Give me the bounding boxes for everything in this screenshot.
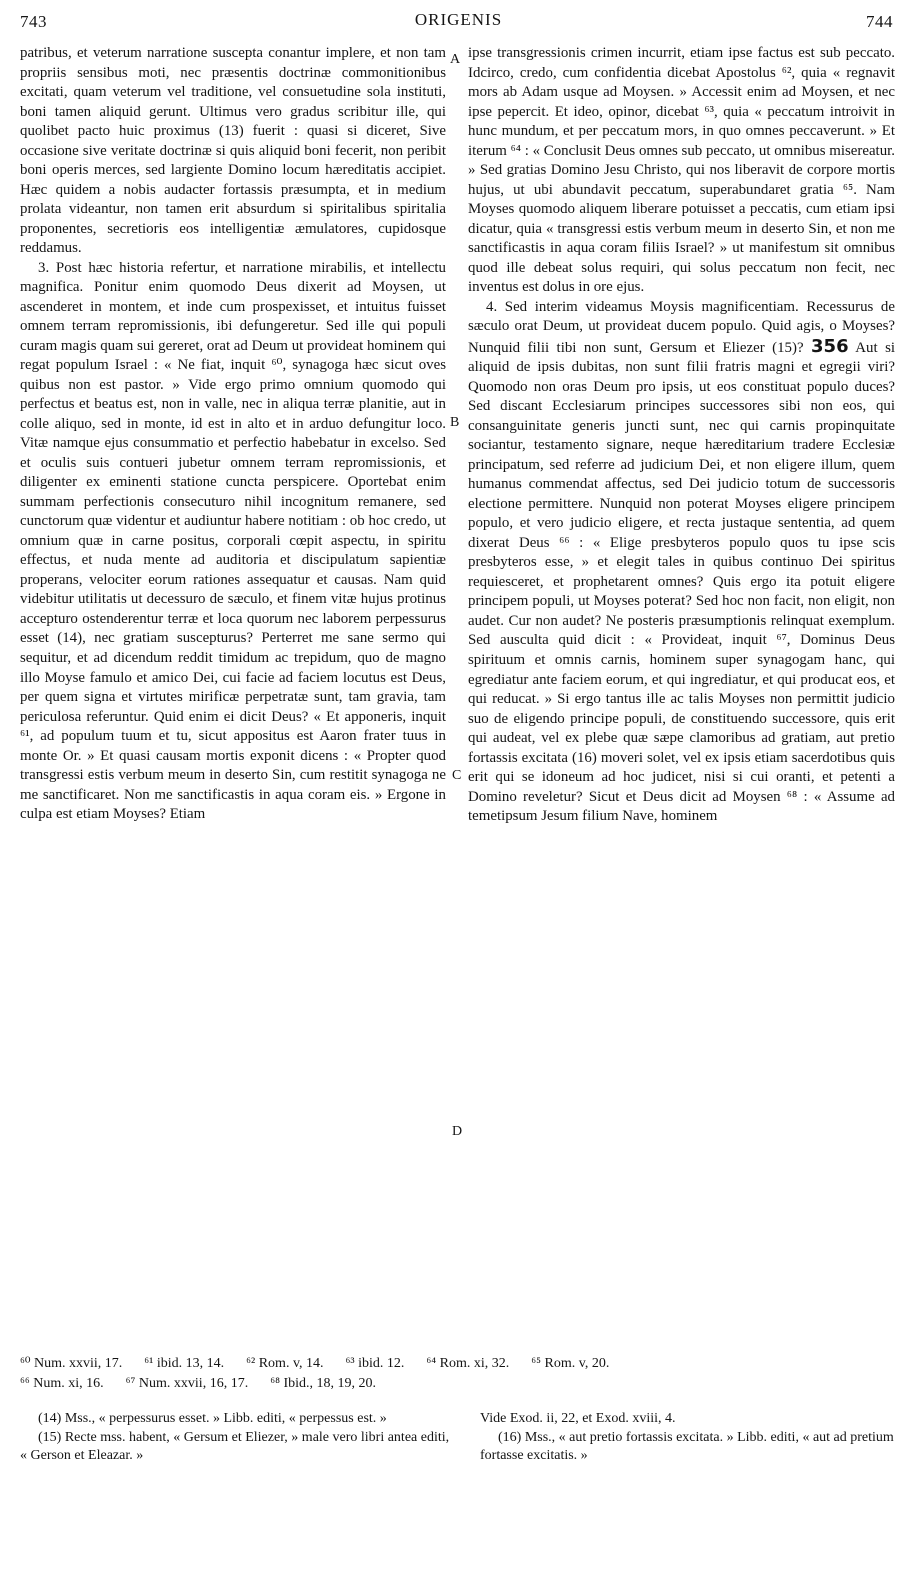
paragraph: ipse transgressionis crimen incurrit, etiam ipse factus est sub peccato. Idcirco, credo, cum confidentia dicebat Apostolus ⁶², quia « regnavit mors ab Adam usque ad Moysen. » Accessit enim ad Moysen, et nec ipse pepercit. Et ideo, opinor, dicebat ⁶³, quia « peccatum introivit in hunc mundum, et per peccatum mors, in quo omnes peccaverunt. » Et iterum ⁶⁴ : « Conclusit Deus omnes sub peccato, ut omnibus misereatur. » Sed gratias Domino Jesu Christo, qui nos liberavit de corpore mortis hujus, ut ubi abundavit peccatum, superabundaret gratia ⁶⁵. Nam Moyses quomodo aliquem liberare potuisset a peccatis, cum etiam ipsi dicatur, quia « transgressi estis verbum meum in deserto Sin, et non me sanctificastis in aqua coram filiis Israel? » ut manifestum sit omnibus quod ille debeat solus requiri, qui solus peccatum non fecit, nec inventus est dolus in ore ejus. [468, 45, 895, 296]
scripture-references-line-2 [20, 1374, 896, 1393]
scripture-ref: ⁶⁷ Num. xxvii, 16, 17. [125, 1376, 249, 1391]
margin-letter-d: D [452, 1124, 463, 1139]
column-number-marker: 356 [811, 335, 849, 357]
margin-letter-a: A [450, 52, 461, 67]
scripture-ref: ⁶⁰ Num. xxvii, 17. [20, 1356, 123, 1371]
paragraph: patribus, et veterum narratione suscepta conantur implere, et non tam propriis sensibus moti, nec præsentis doctrinæ commonitionibus excitati, quam veterum vel traditione, vel consuetudine sola instituti, boni tamen aliquid gerunt. Ultimus vero gradus scribitur ille, qui quolibet pacto huic proximus (13) fuerit : quasi si diceret, Sive occasione sive veritate doctrinæ si quis aliquid boni fecerit, non peribit boni operis merces, sed largiente Domino locum hæreditatis accipiet. Hæc quidem a nobis audacter fortassis præsumpta, et in medium prolata videantur, non tamen erit absurdum si spiritalibus spiritalia proponentes, secretioris eos intelligentiæ æmulatores, cupidosque reddamus. [20, 45, 446, 257]
text-run: Aut si aliquid de ipsis dubitas, non sunt filii fratris magni et egregii viri? Quomodo non oras Deum pro ipsis, ut eos constituat populo duces? Sed discant Ecclesiarum principes successores sibi non eos, qui consanguinitate generis juncti sunt, nec qui carnis propinquitate sociantur, testamento signare, neque hæreditarium tradere Ecclesiæ principatum, sed referre ad judicium Dei, et non eligere illum, quem humanus commendat affectus, sed Dei judicio totum de successoris electione permittere. Nunquid non poterat Moyses eligere principem populo, et vero judicio eligere, et recta justaque sententia, ad quem dixerat Deus ⁶⁶ : « Elige presbyteros populo quos tu ipse scis presbyteros esse, » et elegit tales in quibus continuo Dei spiritus requiesceret, et prophetarent omnes? Quis ergo ita potuit eligere principem populi, ut Moyses poterat? Sed hoc non facit, non eligit, non audet. Cur non audet? Ne posteris præsumptionis relinquat exemplum. Sed ausculta quid dicit : « Provideat, inquit ⁶⁷, Dominus Deus spirituum et omnis carnis, hominem super synagogam hanc, qui egrediatur ante faciem eorum, et qui ingrediatur, et qui producat eos, et qui reducat. » Si ergo tantus ille ac talis Moyses non permittit judicio suo de eligendo principe populi, de constituendo successore, quis erit qui audeat, vel ex plebe quæ sæpe clamoribus ad gratiam, aut pretio fortassis excitata (16) moveri solet, vel ex ipsis etiam sacerdotibus quis erit qui se idoneum ad hoc judicet, nisi si cui oranti, et petenti a Domino reveletur? Sicut et Deus dicit ad Moysen ⁶⁸ : « Assume ad temetipsum Jesum filium Nave, hominem [468, 339, 895, 825]
margin-letter-c: C [452, 768, 462, 783]
scripture-ref: ⁶³ ibid. 12. [345, 1356, 405, 1371]
text-run: 4. Sed interim videamus Moysis magnificentiam. Recessurus de sæculo orat Deum, ut provideat ducem populo. Quid agis, o Moyses? Nunquid filii tibi non sunt, Gersum et Eliezer (15)? [468, 298, 895, 356]
footnote: (14) Mss., « perpessurus esset. » Libb. editi, « perpessus est. » [38, 1411, 387, 1426]
running-title: ORIGENIS [414, 10, 503, 29]
page-number-right: 744 [866, 12, 893, 31]
scripture-references-line-1 [20, 1354, 896, 1373]
left-column [20, 44, 446, 825]
scripture-ref: ⁶⁵ Rom. v, 20. [531, 1356, 610, 1371]
scripture-ref: ⁶⁶ Num. xi, 16. [20, 1376, 104, 1391]
scripture-ref: ⁶⁴ Rom. xi, 32. [426, 1356, 510, 1371]
paragraph: 3. Post hæc historia refertur, et narratione mirabilis, et intellectu magnifica. Ponitur enim quomodo Deus dixerit ad Moysen, ut ascenderet in montem, et inde cum prospexisset, et intuitus fuisset omnem terram repromissionis, ibi defungeretur. Sed ille qui populi curam magis quam sui gereret, orat ad Deum ut provideat hominem qui regat populum Israel : « Ne fiat, inquit ⁶⁰, synagoga hæc sicut oves quibus non est pastor. » Vide ergo primo omnium quomodo qui perfectus et beatus est, non in valle, nec in aliqua terræ planitie, aut in colle aliquo, sed in monte, id est in alto et in arduo defungitur loco. Vitæ namque ejus consummatio et perfectio habebatur in excelso. Sed et oculis suis contueri jubetur omnem terram repromissionis, et diligenter ex eminenti statione cuncta perspicere. Oportebat enim summam perfectionis consecuturo nihil incognitum remanere, sed cunctorum quæ videntur et audiuntur habere notitiam : ob hoc credo, ut omnium quæ in carne positus, corporali cœpit aspectu, in spiritu effectus, et nuda mente ad auditoria et discipulatum sapientiæ properans, velociter eorum rationes assequatur et causas. Nam quid videbitur utilitatis ut decessuro de sæculo, et finem vitæ hujus protinus accepturo ostenderentur terræ et loca quorum nec laborem perpessurus esset (14), nec gratiam suscepturus? Perterret me sane sermo qui sequitur, et ad dicendum reddit timidum ac trepidum, quo de magno illo Moyse famulo et amico Dei, cui facie ad faciem locutus est Deus, per quem signa et virtutes mirificæ perpetratæ sunt, tam gravia, tam periculosa referuntur. Quid enim ei dicit Deus? « Et apponeris, inquit ⁶¹, ad populum tuum et tu, sicut appositus est Aaron frater tuus in monte Or. » Et quasi causam mortis exponit dicens : « Propter quod transgressi estis verbum meum in deserto Sin, cum restitit synagoga ne me sanctificaret. Non me sanctificastis in aqua coram eis. » Ergone in culpa est etiam Moyses? Etiam [20, 259, 446, 823]
footnotes-left [20, 1410, 450, 1466]
footnotes-right [480, 1410, 896, 1466]
footnote-continuation: Vide Exod. ii, 22, et Exod. xviii, 4. [480, 1411, 676, 1426]
scripture-ref: ⁶² Rom. v, 14. [246, 1356, 324, 1371]
right-column [468, 44, 895, 827]
page-number-left: 743 [20, 12, 47, 31]
footnote: (15) Recte mss. habent, « Gersum et Eliezer, » male vero libri antea editi, « Gerson et Eleazar. » [20, 1429, 450, 1463]
scripture-ref: ⁶¹ ibid. 13, 14. [144, 1356, 225, 1371]
footnote: (16) Mss., « aut pretio fortassis excitata. » Libb. editi, « aut ad pretium fortasse excitatis. » [480, 1429, 894, 1463]
paragraph [468, 298, 895, 827]
scripture-ref: ⁶⁸ Ibid., 18, 19, 20. [270, 1376, 377, 1391]
margin-letter-b: B [450, 415, 460, 430]
